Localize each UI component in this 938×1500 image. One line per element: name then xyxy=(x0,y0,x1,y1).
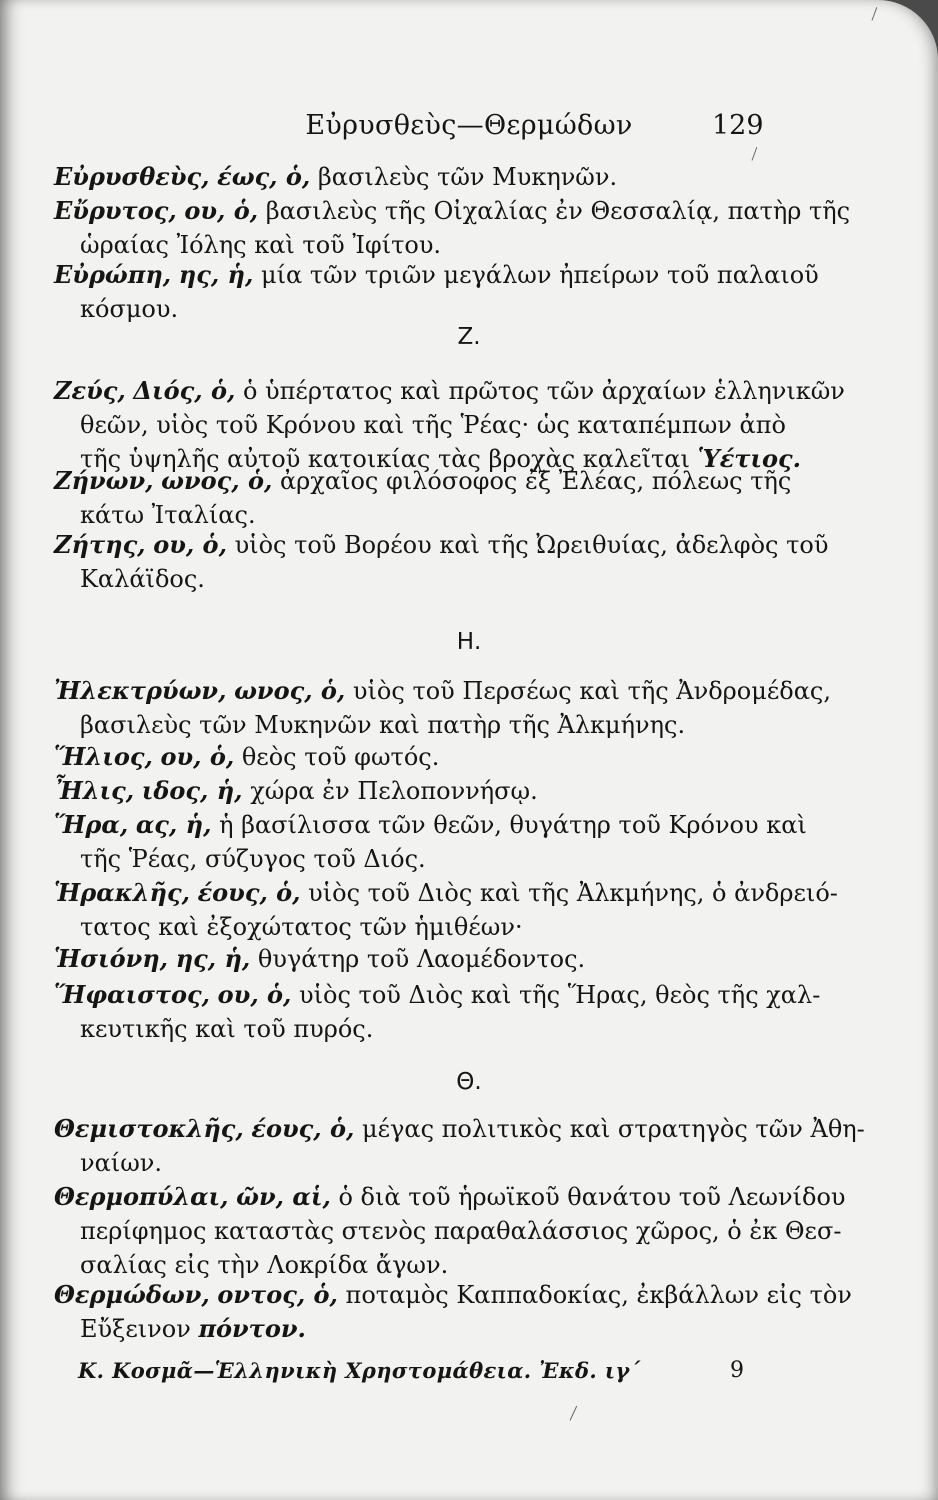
entry-headword: Εὐρυσθεὺς, xyxy=(54,162,210,191)
entry-line xyxy=(54,160,764,194)
entry-definition: κάτω Ἰταλίας. xyxy=(80,501,256,529)
entry-definition: θεὸς τοῦ φωτός. xyxy=(241,743,440,771)
entry-genitive: ῶν, αἱ, xyxy=(236,1182,331,1211)
entry-headword: Εὔρυτος, xyxy=(54,196,177,225)
entry-definition: ναίων. xyxy=(80,1149,162,1177)
entry-genitive: οντος, ὁ, xyxy=(217,1280,338,1309)
entry-definition: περίφημος καταστὰς στενὸς παραθαλάσσιος χῶρος, ὁ ἐκ Θεσ- xyxy=(80,1217,842,1245)
entry-genitive: έως, ὁ, xyxy=(217,162,311,191)
entry-definition: ὁ ὑπέρτατος καὶ πρῶτος τῶν ἀρχαίων ἑλληνικῶν xyxy=(242,377,845,405)
entry-headword: Εὐρώπη, xyxy=(54,260,172,289)
entry-definition: τατος καὶ ἐξοχώτατος τῶν ἡμιθέων· xyxy=(80,913,523,941)
entry-headword: Ἥφαιστος, xyxy=(54,980,211,1009)
entry-definition: βασιλεὺς τῶν Μυκηνῶν καὶ πατὴρ τῆς Ἀλκμήνης. xyxy=(80,711,686,739)
entry-line xyxy=(54,292,764,326)
section-letter: Θ. xyxy=(456,1069,482,1095)
entry-line xyxy=(54,876,838,910)
pen-stroke xyxy=(570,1406,578,1421)
entry-headword: Ἥρα, xyxy=(54,810,129,839)
entry-line xyxy=(54,942,764,976)
entry-line xyxy=(54,1278,852,1312)
glossary-entry xyxy=(54,774,764,808)
entry-definition: Εὔξεινον xyxy=(80,1315,191,1343)
glossary-entry xyxy=(54,808,807,876)
signature-mark: 9 xyxy=(730,1358,744,1383)
entry-headword: Ζεύς, xyxy=(54,376,126,405)
entry-genitive: ης, ἡ, xyxy=(175,944,251,973)
entry-genitive: έους, ὁ, xyxy=(197,878,301,907)
entry-line xyxy=(54,464,792,498)
entry-definition: ὁ διὰ τοῦ ἡρωϊκοῦ θανάτου τοῦ Λεωνίδου xyxy=(338,1183,846,1211)
entry-genitive: έους, ὁ, xyxy=(251,1114,355,1143)
entry-line xyxy=(54,740,764,774)
entry-headword: Ἡρακλῆς, xyxy=(54,878,190,907)
entry-definition: ἀρχαῖος φιλόσοφος ἐξ Ἐλέας, πόλεως τῆς xyxy=(279,467,792,495)
entry-genitive: Διός, ὁ, xyxy=(133,376,236,405)
entry-definition: βασιλεὺς τῶν Μυκηνῶν. xyxy=(317,163,618,191)
entry-genitive: ωνος, ὁ, xyxy=(234,676,346,705)
glossary-entry xyxy=(54,160,764,194)
entry-definition: βασιλεὺς τῆς Οἰχαλίας ἐν Θεσσαλίᾳ, πατὴρ τῆς xyxy=(265,197,851,225)
entry-line xyxy=(54,774,764,808)
entry-line xyxy=(54,408,786,442)
entry-line xyxy=(54,708,764,742)
entry-definition: υἱὸς τοῦ Βορέου καὶ τῆς Ὠρειθυίας, ἀδελφὸς τοῦ xyxy=(234,531,829,559)
entry-line xyxy=(54,562,764,596)
entry-line xyxy=(54,528,829,562)
glossary-entry xyxy=(54,1278,852,1346)
entry-line xyxy=(54,1146,764,1180)
entry-line xyxy=(54,1214,842,1248)
entry-headword: Ζήνων, xyxy=(54,466,154,495)
entry-definition: κόσμου. xyxy=(80,295,179,323)
entry-line xyxy=(54,1312,764,1346)
entry-line xyxy=(54,1012,764,1046)
entry-line xyxy=(54,808,807,842)
entry-line xyxy=(54,258,819,292)
entry-line xyxy=(54,910,764,944)
glossary-entry xyxy=(54,464,792,532)
glossary-entry xyxy=(54,258,819,326)
footer-imprint: Κ. Κοσμᾶ—Ἑλληνικὴ Χρηστομάθεια. Ἐκδ. ιγ´ xyxy=(78,1358,641,1383)
entry-definition: ποταμὸς Καππαδοκίας, ἐκβάλλων εἰς τὸν xyxy=(345,1281,852,1309)
entry-headword: Θεμιστοκλῆς, xyxy=(54,1114,244,1143)
glossary-entry xyxy=(54,1180,846,1282)
entry-definition: σαλίας εἰς τὴν Λοκρίδα ἄγων. xyxy=(80,1251,449,1279)
glossary-entry xyxy=(54,740,764,774)
entry-line xyxy=(54,1180,846,1214)
entry-genitive: ου, ὁ, xyxy=(217,980,292,1009)
entry-definition: υἱὸς τοῦ Περσέως καὶ τῆς Ἀνδρομέδας, xyxy=(352,677,831,705)
entry-definition: θυγάτηρ τοῦ Λαομέδοντος. xyxy=(257,945,586,973)
entry-line xyxy=(54,1112,865,1146)
entry-line xyxy=(54,194,851,228)
entry-definition: μέγας πολιτικὸς καὶ στρατηγὸς τῶν Ἀθη- xyxy=(361,1115,865,1143)
section-letter: Ζ. xyxy=(457,324,481,350)
entry-definition: μία τῶν τριῶν μεγάλων ἠπείρων τοῦ παλαιοῦ xyxy=(261,261,819,289)
entry-definition: Καλάϊδος. xyxy=(80,565,205,593)
entry-definition: υἱὸς τοῦ Διὸς καὶ τῆς Ἥρας, θεὸς τῆς χαλ- xyxy=(299,981,821,1009)
glossary-entry xyxy=(54,978,821,1046)
entry-headword: Ἠλεκτρύων, xyxy=(54,676,227,705)
pen-stroke xyxy=(872,7,878,20)
entry-headword: Ζήτης, xyxy=(54,530,146,559)
glossary-entry xyxy=(54,528,829,596)
entry-line xyxy=(54,498,764,532)
entry-line xyxy=(54,374,845,408)
entry-genitive: ου, ὁ, xyxy=(184,196,259,225)
pen-stroke xyxy=(752,147,758,160)
entry-genitive: ου, ὁ, xyxy=(153,530,227,559)
section-letter: Η. xyxy=(456,629,482,655)
glossary-entry xyxy=(54,674,831,742)
entry-definition: ἡ βασίλισσα τῶν θεῶν, θυγάτηρ τοῦ Κρόνου καὶ xyxy=(219,811,807,839)
entry-emphasis: Ὑέτιος. xyxy=(697,444,802,473)
glossary-entry xyxy=(54,876,838,944)
glossary-entry xyxy=(54,374,845,476)
entry-definition: κευτικῆς καὶ τοῦ πυρός. xyxy=(80,1015,374,1043)
running-head: Εὐρυσθεὺς—Θερμώδων xyxy=(305,110,633,141)
entry-definition: υἱὸς τοῦ Διὸς καὶ τῆς Ἀλκμήνης, ὁ ἀνδρειό- xyxy=(308,879,838,907)
entry-definition: τῆς Ῥέας, σύζυγος τοῦ Διός. xyxy=(80,845,426,873)
entry-genitive: ας, ἡ, xyxy=(135,810,212,839)
entry-headword: Ἦλις, xyxy=(54,776,135,805)
entry-definition: θεῶν, υἱὸς τοῦ Κρόνου καὶ τῆς Ῥέας· ὡς καταπέμπων ἀπὸ xyxy=(80,411,786,439)
page-number: 129 xyxy=(712,110,764,141)
entry-headword: Ἥλιος, xyxy=(54,742,153,771)
entry-line xyxy=(54,1248,764,1282)
entry-line xyxy=(54,228,764,262)
entry-headword: Θερμώδων, xyxy=(54,1280,210,1309)
entry-genitive: ης, ἡ, xyxy=(178,260,254,289)
entry-definition: ὡραίας Ἰόλης καὶ τοῦ Ἰφίτου. xyxy=(80,231,442,259)
entry-definition: τῆς ὑψηλῆς αὐτοῦ κατοικίας τὰς βροχὰς καλεῖται xyxy=(80,445,690,473)
glossary-entry xyxy=(54,194,851,262)
entry-genitive: ωνος, ὁ, xyxy=(161,466,273,495)
glossary-entry xyxy=(54,942,764,976)
entry-emphasis: πόντον. xyxy=(198,1314,306,1343)
entry-line xyxy=(54,842,764,876)
entry-genitive: ιδος, ἡ, xyxy=(141,776,243,805)
entry-definition: χώρα ἐν Πελοποννήσῳ. xyxy=(250,777,538,805)
entry-line xyxy=(54,978,821,1012)
entry-headword: Ἡσιόνη, xyxy=(54,944,169,973)
entry-line xyxy=(54,674,831,708)
entry-genitive: ου, ὁ, xyxy=(160,742,235,771)
entry-headword: Θερμοπύλαι, xyxy=(54,1182,229,1211)
glossary-entry xyxy=(54,1112,865,1180)
